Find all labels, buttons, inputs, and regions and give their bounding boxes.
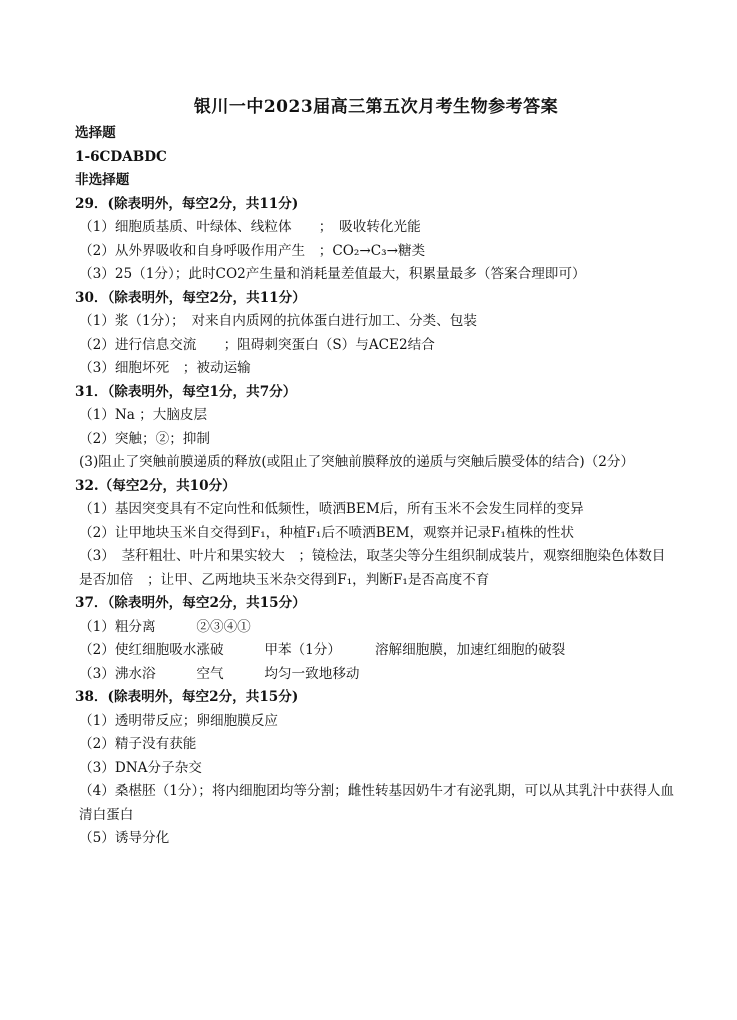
q38-5: （5）诱导分化 bbox=[79, 830, 170, 846]
q38-4: （4）桑椹胚（1分）；将内细胞团均等分割；雌性转基因奶牛才有泌乳期，可以从其乳汁中获得人血清白蛋白 bbox=[79, 783, 675, 823]
section-choice: 选择题 bbox=[75, 125, 116, 141]
q29-1: （1）细胞质基质、叶绿体、线粒体 ； 吸收转化光能 bbox=[79, 219, 421, 235]
q37-head: 37．（除表明外，每空2分，共15分） bbox=[75, 595, 306, 611]
section-non-choice: 非选择题 bbox=[75, 172, 130, 188]
q38-2: （2）精子没有获能 bbox=[79, 736, 197, 752]
q38-head: 38．(除表明外，每空2分，共15分) bbox=[75, 689, 299, 705]
q31-2: （2）突触；②；抑制 bbox=[79, 430, 210, 447]
q37-3: （3）沸水浴 空气 均匀一致地移动 bbox=[79, 665, 360, 682]
q29-head: 29．(除表明外，每空2分，共11分) bbox=[75, 195, 299, 212]
q37-1: （1）粗分离 ②③④① bbox=[79, 618, 251, 635]
q29-3: （3）25（1分）；此时CO2产生量和消耗量差值最大，积累量最多（答案合理即可） bbox=[79, 266, 586, 282]
q38-3: （3）DNA分子杂交 bbox=[79, 759, 202, 776]
q32-1: （1）基因突变具有不定向性和低频性，喷洒BEM后，所有玉米不会发生同样的变异 bbox=[79, 501, 584, 517]
document-title: 银川一中2023届高三第五次月考生物参考答案 bbox=[193, 97, 559, 117]
q38-1: （1）透明带反应；卵细胞膜反应 bbox=[79, 712, 278, 729]
q32-3: （3） 茎秆粗壮、叶片和果实较大 ；镜检法，取茎尖等分生组织制成装片，观察细胞染色体数目是否加倍 ；让甲、乙两地块玉米杂交得到F₁，判断F₁是否高度不育 bbox=[79, 548, 666, 588]
q37-2: （2）使红细胞吸水涨破 甲苯（1分） 溶解细胞膜，加速红细胞的破裂 bbox=[79, 642, 566, 658]
answer-content bbox=[75, 122, 677, 851]
q30-1: （1）浆（1分）； 对来自内质网的抗体蛋白进行加工、分类、包装 bbox=[79, 313, 477, 329]
q31-3: (3)阻止了突触前膜递质的释放(或阻止了突触前膜释放的递质与突触后膜受体的结合)（2分） bbox=[79, 454, 635, 470]
q29-2: （2）从外界吸收和自身呼吸作用产生 ；CO₂→C₃→糖类 bbox=[79, 242, 426, 259]
q30-2: （2）进行信息交流 ；阻碍刺突蛋白（S）与ACE2结合 bbox=[79, 336, 435, 353]
q30-head: 30．（除表明外，每空2分，共11分） bbox=[75, 289, 306, 306]
q30-3: （3）细胞坏死 ；被动运输 bbox=[79, 360, 251, 376]
q31-head: 31．（除表明外，每空1分，共7分） bbox=[75, 383, 297, 400]
q31-1: （1）Na ；大脑皮层 bbox=[79, 407, 208, 423]
q32-2: （2）让甲地块玉米自交得到F₁，种植F₁后不喷洒BEM，观察并记录F₁植株的性状 bbox=[79, 524, 574, 541]
q32-head: 32.（每空2分，共10分） bbox=[75, 477, 236, 494]
choice-answers: 1-6CDABDC bbox=[75, 148, 167, 165]
